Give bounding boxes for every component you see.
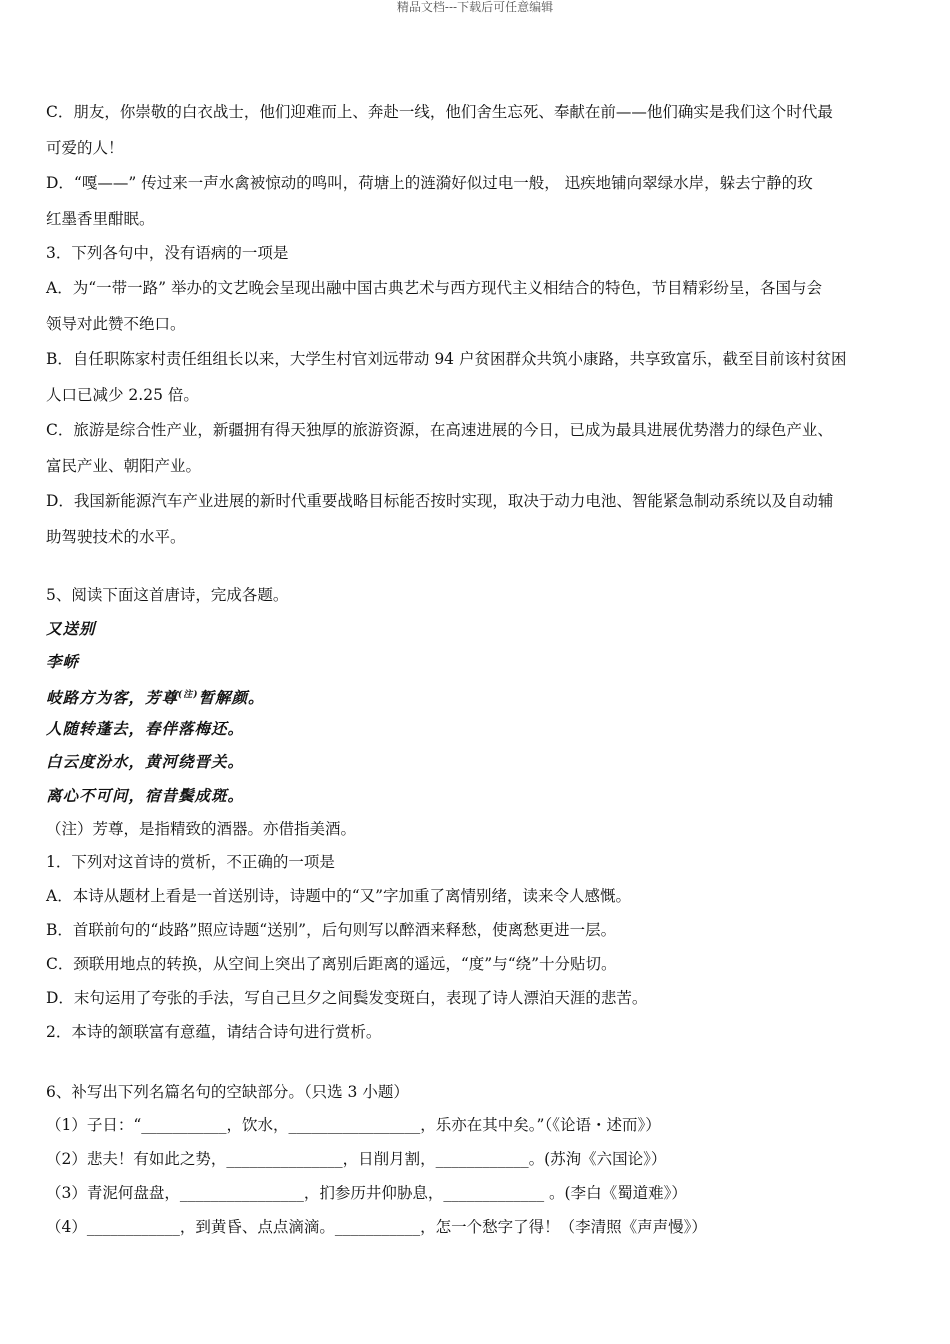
q6-stem: 6、补写出下列名篇名句的空缺部分。（只选 3 小题） xyxy=(46,1083,409,1101)
q3-option-d-line2: 助驾驶技术的水平。 xyxy=(46,528,186,546)
q6-item-4: （4）____________，到黄昏、点点滴滴。___________，怎一个愁字了得！（李清照《声声慢》） xyxy=(46,1218,707,1236)
poem-line-1b: 暂解颜。 xyxy=(198,688,265,708)
q5-sub2-stem: 2．本诗的颔联富有意蕴，请结合诗句进行赏析。 xyxy=(46,1023,382,1041)
q3-option-b-line2: 人口已减少 2.25 倍。 xyxy=(46,386,199,404)
poem-line-1 xyxy=(46,685,265,708)
q2-option-d-line1: D．“嘎——” 传过来一声水禽被惊动的鸣叫，荷塘上的涟漪好似过电一般， 迅疾地铺向翠绿水岸，躲去宁静的玫 xyxy=(46,174,813,192)
q2-option-c-line1 xyxy=(46,102,833,122)
page-header: 精品文档---下载后可任意编辑 xyxy=(396,0,554,14)
q2-c-text1: C．朋友，你崇敬的白衣战士，他们迎难而上、奔赴一线，他们舍生忘死、奉献在前——他们确实是我们这个时代最 xyxy=(46,103,833,121)
poem-title: 又送别 xyxy=(46,619,96,638)
q3-option-b-line1: B．自任职陈家村责任组组长以来，大学生村官刘远带动 94 户贫困群众共筑小康路，共享致富乐，截至目前该村贫困 xyxy=(46,350,847,368)
poem-line-3: 白云度汾水，黄河绕晋关。 xyxy=(46,752,245,771)
poem-note-marker: (注) xyxy=(178,690,199,700)
q3-option-a-line1: A．为“一带一路” 举办的文艺晚会呈现出融中国古典艺术与西方现代主义相结合的特色，节目精彩纷呈，各国与会 xyxy=(46,279,822,297)
q3-option-a-line2: 领导对此赞不绝口。 xyxy=(46,315,186,333)
q5-sub1-stem: 1．下列对这首诗的赏析，不正确的一项是 xyxy=(46,853,335,871)
q5-option-a: A．本诗从题材上看是一首送别诗，诗题中的“又”字加重了离情别绪，读来令人感慨。 xyxy=(46,887,632,905)
q5-option-c: C．颈联用地点的转换，从空间上突出了离别后距离的遥远，“度”与“绕”十分贴切。 xyxy=(46,955,617,973)
q6-item-1: （1）子日：“___________，饮水，_________________，乐亦在其中矣。”（《论语・述而》） xyxy=(46,1116,661,1134)
q5-option-d: D．末句运用了夸张的手法，写自己旦夕之间鬓发变斑白，表现了诗人漂泊天涯的悲苦。 xyxy=(46,989,648,1007)
q3-option-c-line1: C．旅游是综合性产业，新疆拥有得天独厚的旅游资源，在高速进展的今日，已成为最具进展优势潜力的绿色产业、 xyxy=(46,421,833,439)
poem-line-1a: 岐路方为客，芳尊 xyxy=(46,688,179,708)
q2-option-d-line2: 红墨香里酣眠。 xyxy=(46,210,155,228)
q3-stem: 3．下列各句中，没有语病的一项是 xyxy=(46,244,289,262)
q3-option-d-line1: D．我国新能源汽车产业进展的新时代重要战略目标能否按时实现，取决于动力电池、智能紧急制动系统以及自动辅 xyxy=(46,492,834,510)
poem-author: 李峤 xyxy=(46,652,80,671)
q6-item-2: （2）悲夫！有如此之势，_______________，日削月割，____________。(苏洵《六国论》） xyxy=(46,1150,667,1168)
q5-option-b: B．首联前句的“歧路”照应诗题“送别”，后句则写以醉酒来释愁，使离愁更进一层。 xyxy=(46,921,617,939)
poem-note: （注）芳尊，是指精致的酒器。亦借指美酒。 xyxy=(46,820,357,838)
q2-option-c-line2: 可爱的人！ xyxy=(46,139,124,157)
q6-item-3: （3）青泥何盘盘，________________，扪参历井仰胁息，_____________ 。(李白《蜀道难》） xyxy=(46,1184,687,1202)
q3-option-c-line2: 富民产业、朝阳产业。 xyxy=(46,457,202,475)
poem-line-4: 离心不可问，宿昔鬓成斑。 xyxy=(46,786,245,805)
q5-stem: 5、阅读下面这首唐诗，完成各题。 xyxy=(46,586,289,604)
poem-line-2: 人随转蓬去，春伴落梅还。 xyxy=(46,719,245,738)
